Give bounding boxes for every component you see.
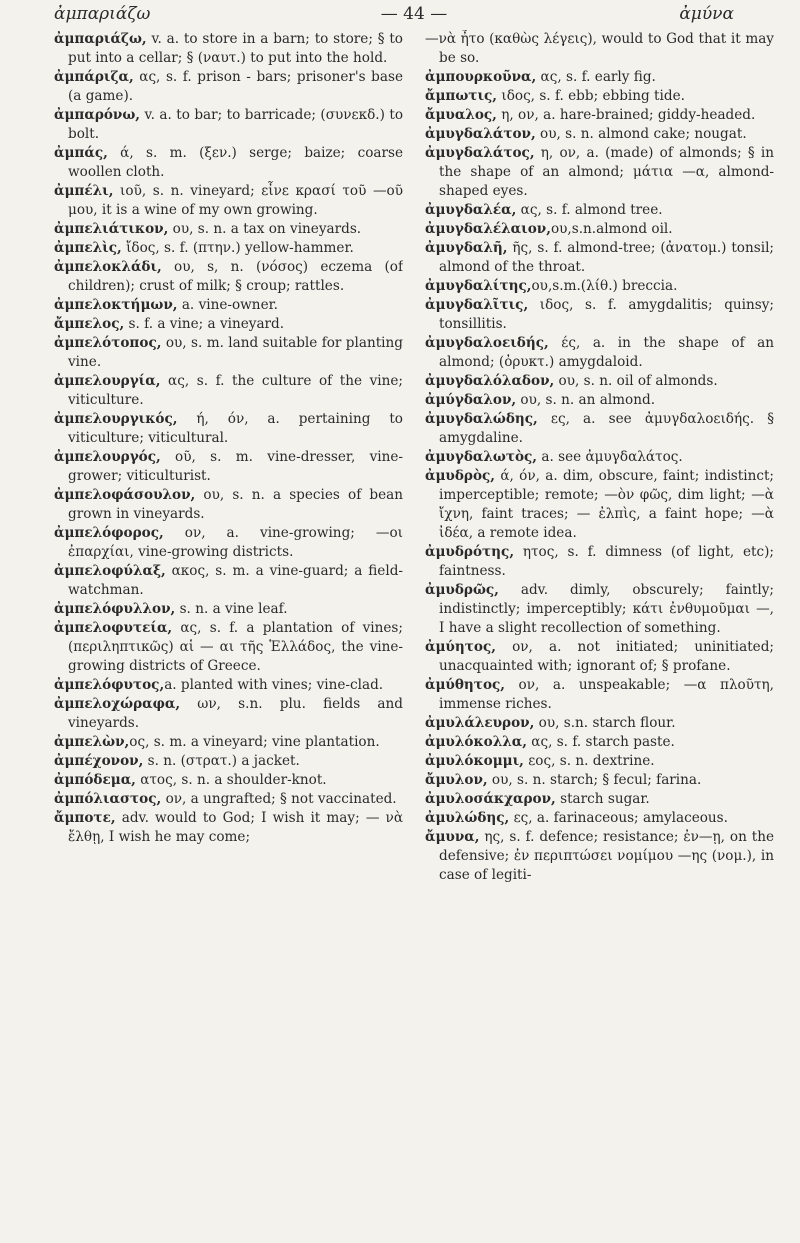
- headword: ἀμπελόφυλλον,: [54, 601, 176, 617]
- definition: ακος, s. m. a vine-guard; a field-watchman.: [68, 563, 403, 598]
- dictionary-entry: [425, 125, 774, 144]
- headword: ἀμυλάλευρον,: [425, 715, 535, 731]
- definition: ες, a. farinaceous; amylaceous.: [509, 810, 728, 826]
- dictionary-entry: [425, 239, 774, 277]
- dictionary-entry: [425, 144, 774, 201]
- headword: ἀμπελότοπος,: [54, 335, 162, 351]
- dictionary-entry: [54, 752, 403, 771]
- definition: v. a. to store in a barn; to store; § to put into a cellar; § (ναυτ.) to put into the hold.: [68, 31, 403, 66]
- definition: ά, όν, a. dim, obscure, faint; indistinct; imperceptible; remote; —ὸν φῶς, dim light; —ὰ ἴχνη, faint traces; — ἐλπὶς, a faint hope; —ὰ ἰδέα, a remote idea.: [439, 468, 774, 541]
- definition: ου, s. n. almond cake; nougat.: [535, 126, 747, 142]
- definition: ης, s. f. defence; resistance; ἐν—ῃ, on the defensive; ἐν περιπτώσει νομίμου —ης (νομ.), in case of legiti-: [439, 829, 774, 883]
- headword: ἀμυλόκομμι,: [425, 753, 524, 769]
- definition: ου, s. n. a tax on vineyards.: [168, 221, 362, 237]
- definition: ας, s. f. almond tree.: [516, 202, 663, 218]
- headword: ἀμπάς,: [54, 145, 108, 161]
- dictionary-entry: [54, 600, 403, 619]
- headword: ἀμυγδαλίτης,: [425, 278, 532, 294]
- dictionary-entry: [425, 106, 774, 125]
- headword: ἀμυγδαλῖτις,: [425, 297, 529, 313]
- definition: a. see ἀμυγδαλάτος.: [537, 449, 683, 465]
- definition: ου,s.m.(λίθ.) breccia.: [531, 278, 678, 294]
- dictionary-entry: [54, 220, 403, 239]
- dictionary-entry: [425, 30, 774, 68]
- dictionary-entry: [54, 182, 403, 220]
- dictionary-entry: [54, 524, 403, 562]
- headword: ἀμυγδαλέλαιον,: [425, 221, 551, 237]
- definition: ιδος, s. f. amygdalitis; quinsy; tonsillitis.: [439, 297, 774, 332]
- dictionary-entry: [425, 334, 774, 372]
- definition: ου, s. n. oil of almonds.: [554, 373, 718, 389]
- dictionary-entry: [54, 106, 403, 144]
- headword: ἀμπελόφορος,: [54, 525, 164, 541]
- dictionary-entry: [425, 410, 774, 448]
- dictionary-entry: [54, 676, 403, 695]
- page-header: [54, 4, 774, 32]
- headword: ἀμπελοφύλαξ,: [54, 563, 166, 579]
- dictionary-entry: [425, 771, 774, 790]
- dictionary-entry: [54, 144, 403, 182]
- dictionary-entry: [425, 220, 774, 239]
- dictionary-entry: [54, 258, 403, 296]
- headword: ἀμπαρόνω,: [54, 107, 141, 123]
- dictionary-entry: [425, 87, 774, 106]
- dictionary-entry: [54, 315, 403, 334]
- definition: —νὰ ἦτο (καθὼς λέγεις), would to God that it may be so.: [425, 31, 774, 66]
- headword: ἀμπόλιαστος,: [54, 791, 162, 807]
- headword: ἀμπελουργία,: [54, 373, 161, 389]
- headword: ἀμπελουργικός,: [54, 411, 178, 427]
- definition: ου, s.n. starch flour.: [534, 715, 676, 731]
- dictionary-entry: [54, 695, 403, 733]
- definition: a. planted with vines; vine-clad.: [164, 677, 384, 693]
- headword: ἄμποτε,: [54, 810, 116, 826]
- definition: ιοῦ, s. n. vineyard; εἶνε κρασί τοῦ —οῦ μου, it is a wine of my own growing.: [68, 183, 403, 218]
- dictionary-entry: [54, 296, 403, 315]
- definition: ον, a. not initiated; uninitiated; unacquainted with; ignorant of; § profane.: [439, 639, 774, 674]
- dictionary-entry: [54, 334, 403, 372]
- headword: ἀμυλόκολλα,: [425, 734, 527, 750]
- headword: ἀμπελοφάσουλον,: [54, 487, 196, 503]
- headword: ἄμυαλος,: [425, 107, 497, 123]
- definition: ων, s.n. plu. fields and vineyards.: [68, 696, 403, 731]
- dictionary-entry: [54, 486, 403, 524]
- headword: ἀμύθητος,: [425, 677, 506, 693]
- definition: ου, s. n. a species of bean grown in vineyards.: [68, 487, 403, 522]
- headword: ἀμυγδαλοειδής,: [425, 335, 549, 351]
- dictionary-entry: [425, 277, 774, 296]
- left-column: [54, 30, 403, 1239]
- definition: ου, s. n. an almond.: [516, 392, 656, 408]
- dictionary-entry: [425, 752, 774, 771]
- dictionary-entry: [54, 771, 403, 790]
- header-last-word: ἀμύνα: [679, 4, 734, 24]
- dictionary-entry: [54, 448, 403, 486]
- definition: η, ον, a. hare-brained; giddy-headed.: [496, 107, 756, 123]
- dictionary-entry: [425, 296, 774, 334]
- headword: ἀμπελοκλάδι,: [54, 259, 162, 275]
- headword: ἀμπελὶς,: [54, 240, 122, 256]
- definition: ου, s. n. starch; § fecul; farina.: [487, 772, 702, 788]
- headword: ἀμυδρὸς,: [425, 468, 496, 484]
- definition: ας, s. f. the culture of the vine; viticulture.: [68, 373, 403, 408]
- definition: ας, s. f. a plantation of vines; (περιληπτικῶς) αἱ — αι τῆς Ἑλλάδος, the vine-growing districts of Greece.: [68, 620, 403, 674]
- headword: ἀμπελουργός,: [54, 449, 161, 465]
- definition: ον, a. vine-growing; —οι ἐπαρχίαι, vine-growing districts.: [68, 525, 403, 560]
- definition: starch sugar.: [555, 791, 650, 807]
- headword: ἀμπέλι,: [54, 183, 114, 199]
- definition: ἴδος, s. f. (πτην.) yellow-hammer.: [121, 240, 354, 256]
- headword: ἀμπέχονον,: [54, 753, 144, 769]
- page-number: — 44 —: [380, 4, 448, 24]
- dictionary-entry: [425, 828, 774, 885]
- dictionary-entry: [54, 30, 403, 68]
- headword: ἀμύητος,: [425, 639, 496, 655]
- dictionary-entry: [425, 809, 774, 828]
- dictionary-entry: [54, 68, 403, 106]
- definition: ον, a ungrafted; § not vaccinated.: [161, 791, 397, 807]
- headword: ἀμπόδεμα,: [54, 772, 136, 788]
- dictionary-entry: [425, 448, 774, 467]
- definition: η, ον, a. (made) of almonds; § in the shape of an almond; μάτια —α, almond-shaped eyes.: [439, 145, 774, 199]
- dictionary-entry: [425, 790, 774, 809]
- headword: ἀμυγδαλωτὸς,: [425, 449, 538, 465]
- definition: ος, s. m. a vineyard; vine plantation.: [129, 734, 380, 750]
- dictionary-entry: [54, 619, 403, 676]
- dictionary-entry: [54, 809, 403, 847]
- definition: ητος, s. f. dimness (of light, etc); faintness.: [439, 544, 774, 579]
- headword: ἀμπελιάτικον,: [54, 221, 169, 237]
- dictionary-entry: [54, 733, 403, 752]
- headword: ἀμυλώδης,: [425, 810, 510, 826]
- headword: ἀμπελὼν,: [54, 734, 130, 750]
- definition: ες, a. see ἀμυγδαλοειδής. § amygdaline.: [439, 411, 774, 446]
- header-first-word: ἀμπαριάζω: [54, 4, 151, 24]
- dictionary-entry: [425, 676, 774, 714]
- headword: ἀμπαριάζω,: [54, 31, 147, 47]
- definition: ου, s, n. (νόσος) eczema (of children); crust of milk; § croup; rattles.: [68, 259, 403, 294]
- headword: ἄμπωτις,: [425, 88, 498, 104]
- headword: ἀμυγδαλάτον,: [425, 126, 536, 142]
- definition: ον, a. unspeakable; —α πλοῦτη, immense riches.: [439, 677, 774, 712]
- right-column: [425, 30, 774, 1239]
- definition: s. f. a vine; a vineyard.: [124, 316, 285, 332]
- definition: ῆς, s. f. almond-tree; (ἀνατομ.) tonsil; almond of the throat.: [439, 240, 774, 275]
- headword: ἀμπάριζα,: [54, 69, 134, 85]
- dictionary-entry: [425, 372, 774, 391]
- definition: ά, s. m. (ξεν.) serge; baize; coarse woollen cloth.: [68, 145, 403, 180]
- headword: ἀμυδρότης,: [425, 544, 515, 560]
- definition: ας, s. f. starch paste.: [526, 734, 675, 750]
- dictionary-entry: [54, 239, 403, 258]
- headword: ἀμυγδαλάτος,: [425, 145, 535, 161]
- dictionary-entry: [54, 372, 403, 410]
- dictionary-entry: [425, 714, 774, 733]
- headword: ἄμυνα,: [425, 829, 480, 845]
- dictionary-entry: [425, 201, 774, 220]
- dictionary-entry: [54, 562, 403, 600]
- definition: ας, s. f. prison - bars; prisoner's base (a game).: [68, 69, 403, 104]
- dictionary-entry: [54, 790, 403, 809]
- definition: adv. would to God; I wish it may; — νὰ ἔλθῃ, I wish he may come;: [68, 810, 403, 845]
- headword: ἀμπελοκτήμων,: [54, 297, 178, 313]
- definition: εος, s. n. dextrine.: [523, 753, 655, 769]
- definition: ας, s. f. early fig.: [536, 69, 656, 85]
- definition: ου,s.n.almond oil.: [550, 221, 673, 237]
- dictionary-entry: [425, 391, 774, 410]
- definition: s. n. (στρατ.) a jacket.: [143, 753, 300, 769]
- dictionary-entry: [425, 581, 774, 638]
- headword: ἀμπελόφυτος,: [54, 677, 165, 693]
- headword: ἀμπελοφυτεία,: [54, 620, 173, 636]
- dictionary-entry: [425, 467, 774, 543]
- definition: a. vine-owner.: [177, 297, 278, 313]
- headword: ἀμυγδαλέα,: [425, 202, 517, 218]
- headword: ἀμυγδαλόλαδον,: [425, 373, 555, 389]
- headword: ἀμυδρῶς,: [425, 582, 499, 598]
- definition: οῦ, s. m. vine-dresser, vine-grower; viticulturist.: [68, 449, 403, 484]
- definition: adv. dimly, obscurely; faintly; indistinctly; imperceptibly; κάτι ἐνθυμοῦμαι —, I have a slight recollection of something.: [439, 582, 774, 636]
- dictionary-entry: [425, 733, 774, 752]
- definition: v. a. to bar; to barricade; (συνεκδ.) to bolt.: [68, 107, 403, 142]
- headword: ἀμυλοσάκχαρον,: [425, 791, 556, 807]
- definition: s. n. a vine leaf.: [175, 601, 288, 617]
- headword: ἀμπουρκοῦνα,: [425, 69, 537, 85]
- headword: ἀμυγδαλῆ,: [425, 240, 508, 256]
- definition: ιδος, s. f. ebb; ebbing tide.: [497, 88, 685, 104]
- dictionary-entry: [425, 638, 774, 676]
- definition: ές, a. in the shape of an almond; (ὀρυκτ.) amygdaloid.: [439, 335, 774, 370]
- dictionary-entry: [425, 68, 774, 87]
- headword: ἄμυλον,: [425, 772, 488, 788]
- headword: ἀμυγδαλώδης,: [425, 411, 538, 427]
- definition: ή, όν, a. pertaining to viticulture; viticultural.: [68, 411, 403, 446]
- headword: ἄμπελος,: [54, 316, 125, 332]
- definition: ατος, s. n. a shoulder-knot.: [135, 772, 327, 788]
- headword: ἀμύγδαλον,: [425, 392, 517, 408]
- dictionary-entry: [54, 410, 403, 448]
- dictionary-entry: [425, 543, 774, 581]
- headword: ἀμπελοχώραφα,: [54, 696, 181, 712]
- columns: [54, 30, 774, 1239]
- definition: ου, s. m. land suitable for planting vine.: [68, 335, 403, 370]
